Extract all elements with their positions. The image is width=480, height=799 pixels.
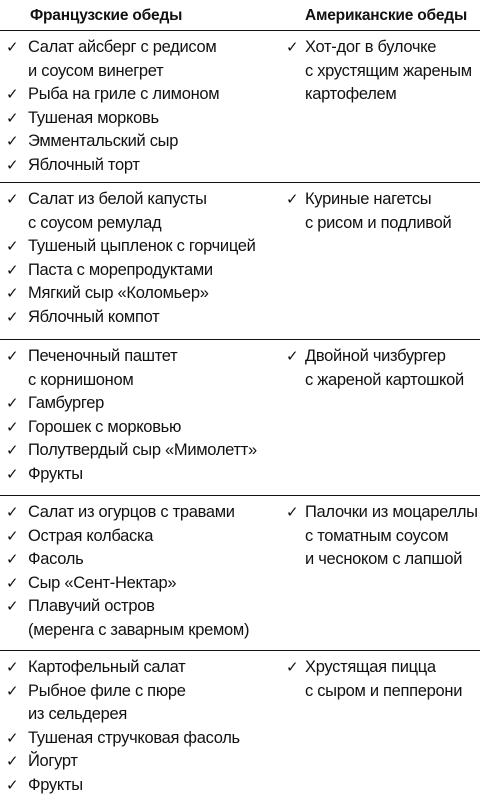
dish-text: и чесноком с лапшой bbox=[305, 550, 463, 568]
list-item bbox=[0, 282, 275, 306]
checkmark-icon: ✓ bbox=[6, 527, 19, 545]
american-meal-list bbox=[280, 656, 480, 703]
checkmark-icon: ✓ bbox=[6, 753, 19, 770]
dish-text: с хрустящим жареным bbox=[305, 61, 472, 80]
list-item bbox=[280, 656, 480, 703]
list-item bbox=[0, 107, 275, 131]
dish-text: с сыром и пепперони bbox=[305, 681, 463, 700]
checkmark-icon: ✓ bbox=[286, 191, 299, 208]
checkmark-icon: ✓ bbox=[6, 238, 19, 255]
list-item bbox=[0, 501, 275, 525]
list-item bbox=[0, 345, 275, 392]
checkmark-icon: ✓ bbox=[6, 465, 19, 483]
dish-text: Эмментальский сыр bbox=[28, 132, 179, 150]
dish-text: Двойной чизбургер bbox=[305, 347, 446, 365]
checkmark-icon: ✓ bbox=[6, 574, 19, 592]
list-item bbox=[0, 595, 275, 642]
row-divider bbox=[0, 495, 480, 496]
list-item bbox=[280, 345, 480, 392]
dish-text: (меренга с заварным кремом) bbox=[28, 620, 250, 639]
american-meal-list bbox=[280, 345, 480, 392]
list-item bbox=[0, 306, 275, 330]
dish-text: Гамбургер bbox=[28, 394, 104, 412]
list-item bbox=[280, 188, 480, 235]
list-item bbox=[0, 416, 275, 440]
dish-text: Палочки из моцареллы bbox=[305, 503, 478, 521]
checkmark-icon: ✓ bbox=[286, 348, 299, 365]
list-item bbox=[0, 188, 275, 235]
list-item bbox=[0, 83, 275, 107]
french-meal-list bbox=[0, 656, 275, 797]
dish-text: Тушеная морковь bbox=[28, 108, 159, 127]
row-divider bbox=[0, 650, 480, 651]
header-french-meals: Французские обеды bbox=[30, 7, 183, 24]
dish-text: Хрустящая пицца bbox=[305, 658, 436, 676]
dish-text: Тушеная стручковая фасоль bbox=[28, 728, 240, 747]
list-item bbox=[0, 525, 275, 549]
dish-text: Тушеный цыпленок с горчицей bbox=[28, 237, 256, 255]
dish-text: из сельдерея bbox=[28, 705, 127, 723]
dish-text: Мягкий сыр «Коломьер» bbox=[28, 284, 209, 302]
dish-text: Сыр «Сент-Нектар» bbox=[28, 573, 177, 592]
dish-text: Хот-дог в булочке bbox=[305, 38, 437, 56]
checkmark-icon: ✓ bbox=[6, 86, 19, 103]
list-item bbox=[0, 154, 275, 178]
checkmark-icon: ✓ bbox=[6, 504, 19, 521]
list-item bbox=[280, 501, 480, 572]
french-meal-list bbox=[0, 188, 275, 329]
dish-text: с томатным соусом bbox=[305, 526, 449, 545]
dish-text: Фрукты bbox=[28, 464, 83, 483]
dish-text: Рыба на гриле с лимоном bbox=[28, 85, 220, 103]
dish-text: Яблочный торт bbox=[28, 155, 140, 174]
dish-text: с соусом ремулад bbox=[28, 213, 162, 232]
dish-text: Салат айсберг с редисом bbox=[28, 38, 217, 56]
checkmark-icon: ✓ bbox=[286, 504, 299, 521]
list-item bbox=[0, 235, 275, 259]
checkmark-icon: ✓ bbox=[6, 308, 19, 326]
list-item bbox=[0, 392, 275, 416]
checkmark-icon: ✓ bbox=[6, 156, 19, 174]
dish-text: картофелем bbox=[305, 85, 397, 103]
checkmark-icon: ✓ bbox=[286, 659, 299, 676]
list-item bbox=[0, 750, 275, 774]
dish-text: Печеночный паштет bbox=[28, 347, 178, 365]
dish-text: Полутвердый сыр «Мимолетт» bbox=[28, 441, 257, 459]
checkmark-icon: ✓ bbox=[6, 442, 19, 459]
row-divider bbox=[0, 339, 480, 340]
checkmark-icon: ✓ bbox=[6, 598, 19, 615]
dish-text: с корнишоном bbox=[28, 370, 134, 389]
checkmark-icon: ✓ bbox=[6, 348, 19, 365]
table-header bbox=[0, 0, 480, 30]
american-meal-list bbox=[280, 188, 480, 235]
checkmark-icon: ✓ bbox=[6, 659, 19, 676]
dish-text: Острая колбаска bbox=[28, 526, 154, 545]
dish-text: Горошек с морковью bbox=[28, 417, 182, 436]
dish-text: Йогурт bbox=[28, 752, 78, 770]
dish-text: с рисом и подливой bbox=[305, 213, 452, 232]
list-item bbox=[280, 36, 480, 107]
dish-text: Салат из огурцов с травами bbox=[28, 503, 235, 521]
checkmark-icon: ✓ bbox=[6, 133, 19, 150]
checkmark-icon: ✓ bbox=[286, 39, 299, 56]
list-item bbox=[0, 36, 275, 83]
dish-text: Куриные нагетсы bbox=[305, 190, 432, 208]
list-item bbox=[0, 572, 275, 596]
french-meal-list bbox=[0, 501, 275, 642]
checkmark-icon: ✓ bbox=[6, 109, 19, 127]
checkmark-icon: ✓ bbox=[6, 285, 19, 302]
list-item bbox=[0, 548, 275, 572]
header-american-meals: Американские обеды bbox=[305, 7, 467, 24]
dish-text: Яблочный компот bbox=[28, 307, 160, 326]
checkmark-icon: ✓ bbox=[6, 39, 19, 56]
dish-text: Картофельный салат bbox=[28, 658, 186, 676]
row-divider bbox=[0, 30, 480, 31]
american-meal-list bbox=[280, 36, 480, 107]
row-divider bbox=[0, 182, 480, 183]
french-meal-list bbox=[0, 345, 275, 486]
list-item bbox=[0, 656, 275, 680]
dish-text: Плавучий остров bbox=[28, 597, 155, 615]
list-item bbox=[0, 130, 275, 154]
dish-text: с жареной картошкой bbox=[305, 370, 464, 389]
list-item bbox=[0, 774, 275, 798]
checkmark-icon: ✓ bbox=[6, 682, 19, 700]
dish-text: Паста с морепродуктами bbox=[28, 260, 213, 279]
american-meal-list bbox=[280, 501, 480, 572]
checkmark-icon: ✓ bbox=[6, 191, 19, 208]
list-item bbox=[0, 439, 275, 463]
list-item bbox=[0, 259, 275, 283]
list-item bbox=[0, 727, 275, 751]
list-item bbox=[0, 463, 275, 487]
checkmark-icon: ✓ bbox=[6, 551, 19, 568]
checkmark-icon: ✓ bbox=[6, 418, 19, 436]
checkmark-icon: ✓ bbox=[6, 776, 19, 794]
dish-text: и соусом винегрет bbox=[28, 61, 164, 80]
dish-text: Фрукты bbox=[28, 775, 83, 794]
dish-text: Рыбное филе с пюре bbox=[28, 681, 186, 700]
list-item bbox=[0, 680, 275, 727]
dish-text: Фасоль bbox=[28, 550, 84, 568]
checkmark-icon: ✓ bbox=[6, 261, 19, 279]
checkmark-icon: ✓ bbox=[6, 395, 19, 412]
french-meal-list bbox=[0, 36, 275, 177]
checkmark-icon: ✓ bbox=[6, 729, 19, 747]
dish-text: Салат из белой капусты bbox=[28, 190, 207, 208]
